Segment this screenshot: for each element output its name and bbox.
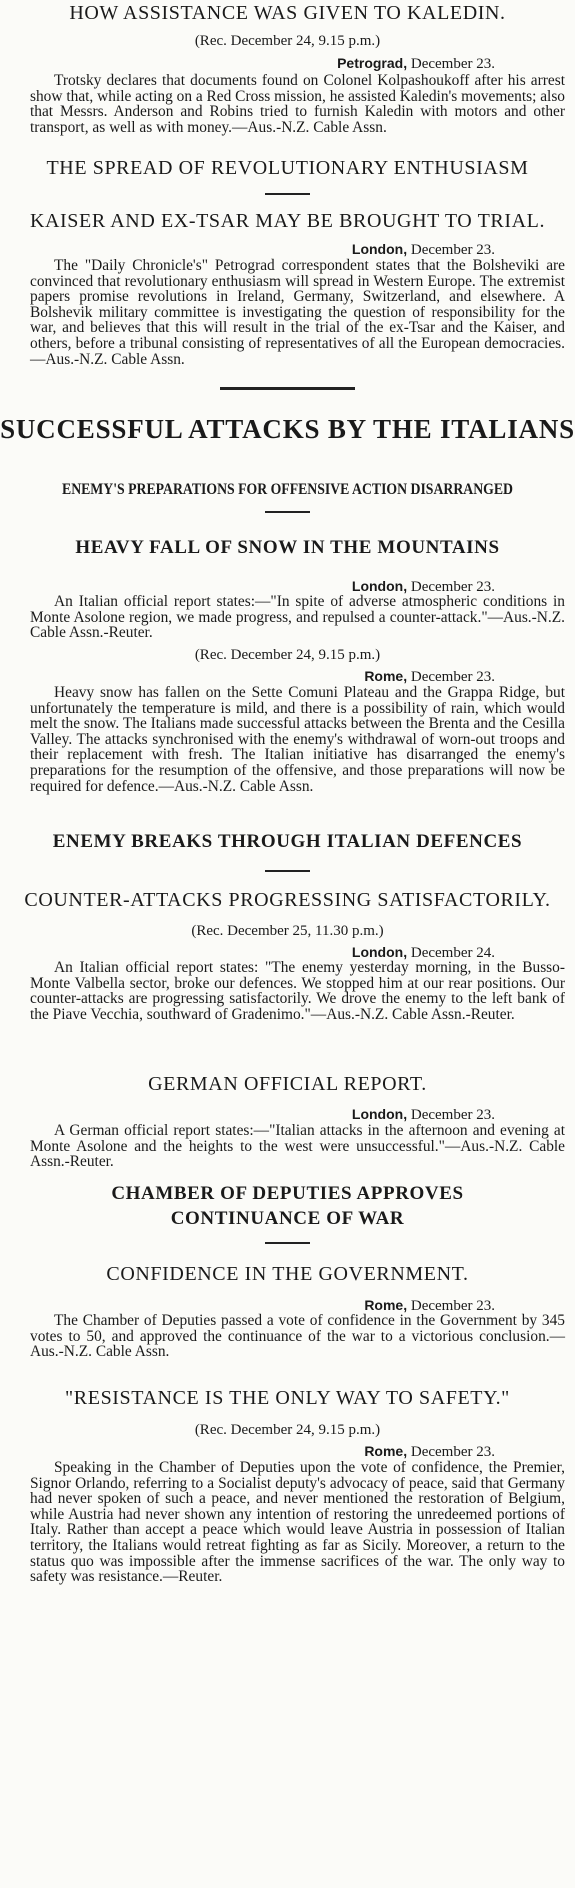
article-body [0,258,575,367]
headline-resistance: "RESISTANCE IS THE ONLY WAY TO SAFETY." [65,1387,510,1409]
article-body [0,594,575,641]
divider [265,870,310,872]
paragraph: An Italian official report states:—"In spite of adverse atmospheric conditions in Monte Asolone region, we made progress, and repulsed a counter-attack."—Aus.-N.Z. Cable Assn.-Reuter. [30,593,565,642]
paragraph: The "Daily Chronicle's" Petrograd correspondent states that the Bolsheviki are convinced that revolutionary enthusiasm will spread in Western Europe. The extremist papers promise revolutions in Ireland, Germany, Switzerland, and elsewhere. A Bolshevik military committee is investigating the question of responsibility for the war, and believes that this will result in the trial of the ex-Tsar and the Kaiser, and others, before a tribunal consisting of representatives of all the European democracies.—Aus.-N.Z. Cable Assn. [30,257,565,368]
article-body [0,960,575,1022]
subheadline-preparations: ENEMY'S PREPARATIONS FOR OFFENSIVE ACTION DISARRANGED [62,481,513,498]
dateline-place: Rome, [364,1443,408,1459]
dateline-date: December 23. [410,579,495,595]
dateline-place: London, [351,241,408,257]
dateline-date: December 23. [410,1298,495,1314]
subheadline-snow: HEAVY FALL OF SNOW IN THE MOUNTAINS [75,537,500,558]
article-body [0,1313,575,1360]
dateline-date: December 23. [410,242,495,258]
paragraph: Heavy snow has fallen on the Sette Comuni Plateau and the Grappa Ridge, but unfortunately the temperature is mild, and there is a possibility of rain, which would melt the snow. The Italians made successful attacks between the Brenta and the Cesilla Valley. The attacks synchronised with the enemy's withdrawal of worn-out troops and their replacement with fresh. The Italian initiative has disarranged the enemy's preparations for the resumption of the offensive, and those preparations will now be required for defence.—Aus.-N.Z. Cable Assn. [30,684,565,795]
dateline-date: December 23. [410,669,495,685]
article-body [0,73,575,135]
headline-kaledin: HOW ASSISTANCE WAS GIVEN TO KALEDIN. [69,2,506,24]
dateline-date: December 23. [410,1107,495,1123]
subheadline-confidence: CONFIDENCE IN THE GOVERNMENT. [106,1263,469,1285]
received-line: (Rec. December 24, 9.15 p.m.) [194,33,381,49]
section-divider [220,387,355,390]
divider [265,193,310,195]
divider [265,511,310,513]
article-body [0,685,575,794]
paragraph: The Chamber of Deputies passed a vote of confidence in the Government by 345 votes to 50, and approved the continuance of the war to a victorious conclusion.—Aus.-N.Z. Cable Assn. [30,1312,565,1361]
dateline [0,55,575,73]
received-line: (Rec. December 24, 9.15 p.m.) [194,647,381,663]
dateline-place: London, [351,944,408,960]
dateline-place: London, [351,1106,408,1122]
dateline-date: December 23. [410,1444,495,1460]
dateline-place: Rome, [364,1297,408,1313]
subheadline-trial: KAISER AND EX-TSAR MAY BE BROUGHT TO TRIAL. [29,210,546,232]
dateline-place: Rome, [364,668,408,684]
headline-enemy-breaks: ENEMY BREAKS THROUGH ITALIAN DEFENCES [52,831,523,852]
paragraph: Trotsky declares that documents found on Colonel Kolpashoukoff after his arrest show that, while acting on a Red Cross mission, he assisted Kaledin's movements; also that Messrs. Anderson and Robins tried to furnish Kaledin with motors and other transport, as well as with money.—Aus.-N.Z. Cable Assn. [30,72,565,136]
divider [265,1242,310,1244]
dateline-place: London, [351,578,408,594]
dateline-date: December 23. [410,56,495,72]
received-line: (Rec. December 25, 11.30 p.m.) [191,923,384,939]
article-body [0,1460,575,1585]
headline-chamber: CHAMBER OF DEPUTIES APPROVES CONTINUANCE OF WAR [111,1183,464,1229]
headline-german-report: GERMAN OFFICIAL REPORT. [148,1073,427,1095]
article-body [0,1123,575,1170]
dateline-date: December 24. [410,945,495,961]
dateline-place: Petrograd, [337,55,408,71]
paragraph: Speaking in the Chamber of Deputies upon the vote of confidence, the Premier, Signor Orlando, referring to a Socialist deputy's advocacy of peace, said that Germany had never spoken of such a peace, and never mentioned the restoration of Belgium, while Austria had never shown any intention of restoring the unredeemed portions of Italy. Rather than accept a peace which would leave Austria in possession of Italian territory, the Italians would retreat fighting as far as Sicily. Moreover, a return to the status quo was impossible after the immense sacrifices of the war. The only way to safety was resistance.—Reuter. [30,1459,565,1586]
headline-revolutionary: THE SPREAD OF REVOLUTIONARY ENTHUSIASM [46,157,529,179]
paragraph: A German official report states:—"Italian attacks in the afternoon and evening at Monte Asolone and the heights to the west were unsuccessful."—Aus.-N.Z. Cable Assn.-Reuter. [30,1122,565,1171]
paragraph: An Italian official report states: "The enemy yesterday morning, in the Busso-Monte Valbella sector, broke our defences. We stopped him at our rear positions. Our counter-attacks are progressing satisfactorily. We drove the enemy to the left bank of the Piave Vecchia, southward of Gradenimo."—Aus.-N.Z. Cable Assn.-Reuter. [30,959,565,1023]
headline-italians: SUCCESSFUL ATTACKS BY THE ITALIANS [0,414,575,444]
received-line: (Rec. December 24, 9.15 p.m.) [194,1422,381,1438]
subheadline-counter-attacks: COUNTER-ATTACKS PROGRESSING SATISFACTORILY. [24,889,551,911]
